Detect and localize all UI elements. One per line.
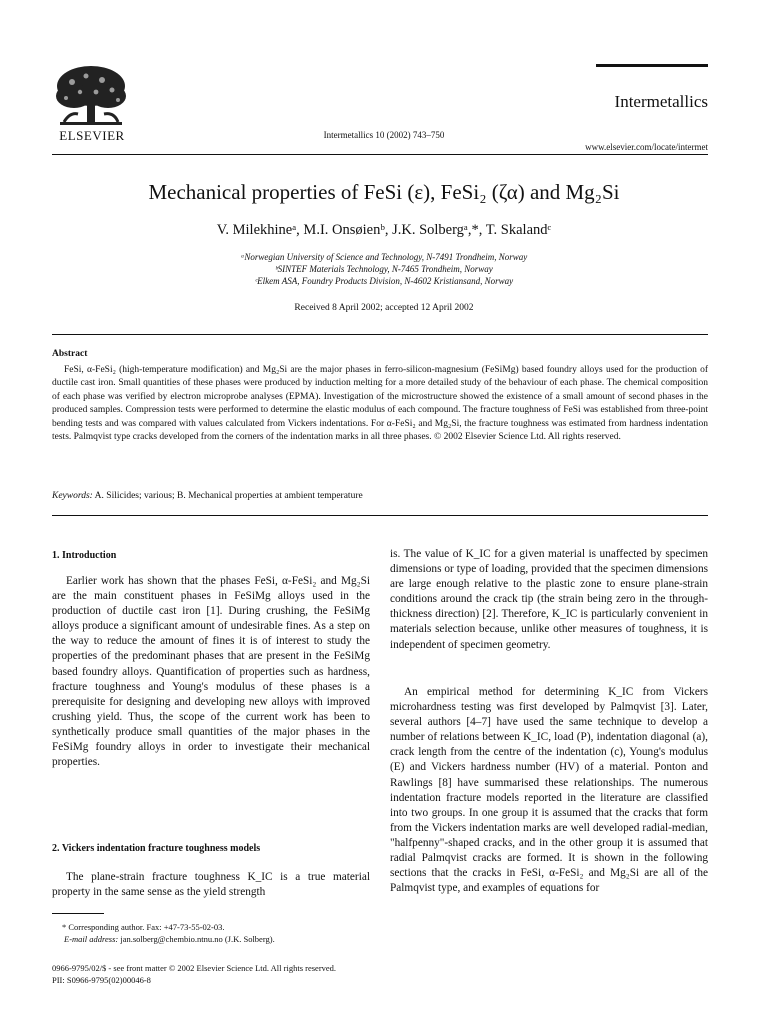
journal-url-link[interactable]: www.elsevier.com/locate/intermet (585, 142, 708, 152)
journal-reference: Intermetallics 10 (2002) 743–750 (323, 130, 445, 140)
copyright-line: 0966-9795/02/$ - see front matter © 2002 Elsevier Science Ltd. All rights reserved. (52, 963, 337, 973)
affiliation-c: ᶜElkem ASA, Foundry Products Division, N-4602 Kristiansand, Norway (254, 276, 514, 286)
abstract-top-divider (52, 334, 708, 335)
page-footer (52, 962, 552, 986)
right-paragraph-1: is. The value of K_IC for a given material is unaffected by specimen dimensions or type of loading, provided that the specimen dimensions are large enough relative to the plastic zone to ensure plane-strain conditions around the crack tip (the strain being zero in the through-thickness direction) [2]. Therefore, K_IC is particularly convenient in materials selection because, unlike other measures of toughness, it is independent of specimen geometry. (390, 548, 708, 651)
keywords-label: Keywords: (52, 491, 93, 501)
journal-name: Intermetallics (614, 92, 708, 111)
keywords (52, 491, 708, 501)
received-dates: Received 8 April 2002; accepted 12 April 2002 (294, 303, 474, 313)
affiliation-b: ᵇSINTEF Materials Technology, N-7465 Trondheim, Norway (275, 264, 493, 274)
abstract-bottom-divider (52, 515, 708, 516)
keywords-text: A. Silicides; various; B. Mechanical properties at ambient temperature (94, 491, 363, 501)
abstract-heading: Abstract (52, 349, 88, 359)
footnote-rule (52, 913, 104, 914)
corresponding-author-note: * Corresponding author. Fax: +47-73-55-02-03. (62, 922, 225, 932)
intro-paragraph: Earlier work has shown that the phases FeSi, α-FeSi₂ and Mg₂Si are the main constituent phases in FeSiMg alloys used in the production of ductile cast iron [1]. During crushing, the FeSiMg alloys produce a significant amount of undesirable fines. As a step on the way to reduce the amount of fines it is of interest to study the properties of the predominant phases that are present in the FeSiMg based foundry alloys. Quantification of properties such as hardness, fracture toughness and Young's modulus of these phases is a prerequisite for designing and developing new alloys with improved crushing yield. Thus, the scope of the current work has been to synthetically produce small quantities of the major phases in the FeSiMg foundry alloys in order to investigate their mechanical properties. (52, 575, 370, 769)
email-line (52, 933, 370, 945)
email-label: E-mail address: (64, 934, 119, 944)
affiliation-a: ᵃNorwegian University of Science and Technology, N-7491 Trondheim, Norway (240, 252, 528, 262)
right-paragraph-2: An empirical method for determining K_IC from Vickers microhardness testing was first developed by Palmqvist [3]. Later, several authors [4–7] have used the same technique to develop a number of relations between K_IC, load (P), indentation diagonal (a), crack length from the centre of the indentation (c), Young's modulus (E) and Vickers hardness number (HV) of a material. Ponton and Rawlings [8] have summarised these relationships. The numerous indentation fracture models reported in the literature are classified into two groups. In one group it is assumed that the cracks that form from the Vickers indentation marks are well developed radial-median, "halfpenny"-shaped cracks, and in the other group it is assumed that radial Palmqvist cracks are formed. It is shown in the following sections that the cracks in FeSi, α-FeSi₂ and Mg₂Si are all of the Palmqvist type, and examples of equations for (390, 686, 708, 895)
intro-heading: 1. Introduction (52, 550, 117, 561)
publisher-logo-label: ELSEVIER (59, 128, 125, 143)
header-divider (52, 154, 708, 155)
author-list: V. Milekhineᵃ, M.I. Onsøienᵇ, J.K. Solbergᵃ,*, T. Skalandᶜ (216, 222, 552, 238)
abstract-text: FeSi, α-FeSi₂ (high-temperature modification) and Mg₂Si are the major phases in ferro-silicon-magnesium (FeSiMg) based foundry alloys used for the production of ductile cast iron. Small quantities of these phases were produced by induction melting for a more detailed study of the behaviour of each phase. The chemical composition of each phase was verified by electron microprobe analyses (EPMA). Investigation of the microstructure showed the existence of a small amount of second phases in the produced samples. Compression tests were performed to determine the elastic modulus of each compound. The fracture toughness of FeSi was established from three-point bending tests and was compared with values calculated from Vickers indentations. For α-FeSi₂ and Mg₂Si, the fracture toughness was estimated from hardness indentation tests. Palmqvist type cracks developed from the corners of the indentation marks in all three phases. © 2002 Elsevier Science Ltd. All rights reserved. (52, 365, 708, 443)
author-email-link[interactable]: jan.solberg@chembio.ntnu.no (J.K. Solberg). (120, 934, 275, 944)
footnote (52, 921, 370, 945)
pii-line: PII: S0966-9795(02)00046-8 (52, 975, 151, 985)
header-top-rule (596, 64, 708, 67)
vickers-heading: 2. Vickers indentation fracture toughness models (52, 843, 261, 854)
vickers-paragraph: The plane-strain fracture toughness K_IC is a true material property in the same sense as the yield strength (52, 871, 370, 899)
article-title: Mechanical properties of FeSi (ε), FeSi₂ (ζα) and Mg₂Si (148, 180, 620, 204)
